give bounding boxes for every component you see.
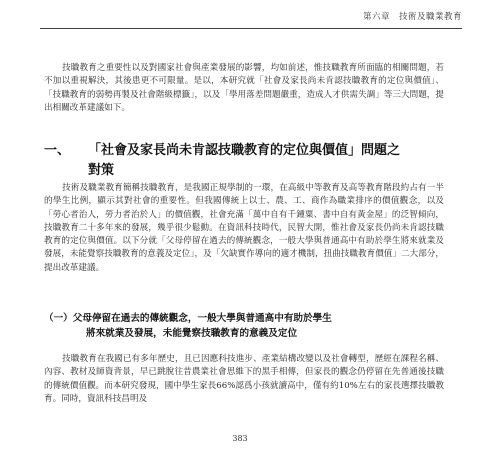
section-title-line-1: 「社會及家長尚未肯認技職教育的定位與價值」問題之 <box>88 143 401 158</box>
section-title-line-2: 對策 <box>88 163 115 178</box>
subsection-number: （一） <box>44 313 73 324</box>
subsection-paragraph <box>44 353 444 406</box>
intro-paragraph-text: 技職教育之重要性以及對國家社會與產業發展的影響，均如前述，惟技職教育所面臨的相關問題，若不加以重視解決，其後患更不可限量。是以，本研究就「社會及家長尚未肯認技職教育的定位與價值」、「技職教育的弱勢再製及社會階級標籤」，以及「學用落差問題嚴重，造成人才供需失調」等三大問題，提出相關改革建議如下。 <box>44 63 444 113</box>
page-number: 383 <box>232 434 248 443</box>
subsection-title-line-2: 將來就業及發展，未能覺察技職教育的意義及定位 <box>86 327 298 339</box>
section-paragraph-text: 技術及職業教育簡稱技職教育，是我國正規學制的一環，在高級中等教育及高等教育階段約占有一半的學生比例，顯示其對社會的重要性。但我國傳統上以士、農、工、商作為職業排序的價值觀念，以及「勞心者治人，勞力者治於人」的價值觀，社會充滿「萬中自有千鍾粟、書中自有黃金屋」的泛智傾向，技職教育二十多年來的發展，幾乎很少鬆動。在資訊科技時代，民智大開，惟社會及家長仍尚未肯認技職教育的定位與價值。以下分就「父母停留在過去的傳統觀念，一般大學與普通高中有助於學生將來就業及發展，未能覺察技職教育的意義及定位」，及「欠缺實作導向的適才機制，扭曲技職教育價值」二大部分，提出改革建議。 <box>44 183 444 273</box>
section-number: 一、 <box>44 143 71 158</box>
intro-paragraph <box>44 62 444 115</box>
subsection-title <box>44 312 444 341</box>
section-title <box>44 141 444 181</box>
subsection-paragraph-text: 技職教育在我國已有多年歷史，且已因應科技進步、產業結構改變以及社會轉型，歷經在課程名稱、內容、教材及師資背景，早已跳脫往昔農業社會思維下的黑手相傳，但家長的觀念仍停留在先普通後技職的傳統價值觀。而本研究發現，國中學生家長66%認爲小孩就讀高中，僅有約10%左右的家長選擇技職教育。同時，資訊科技昌明及 <box>44 354 444 404</box>
subsection-title-line-1: 父母停留在過去的傳統觀念，一般大學與普通高中有助於學生 <box>72 313 332 324</box>
header-rule <box>40 28 462 29</box>
section-paragraph <box>44 182 444 275</box>
running-head: 第六章 技術及職業教育 <box>362 12 462 22</box>
